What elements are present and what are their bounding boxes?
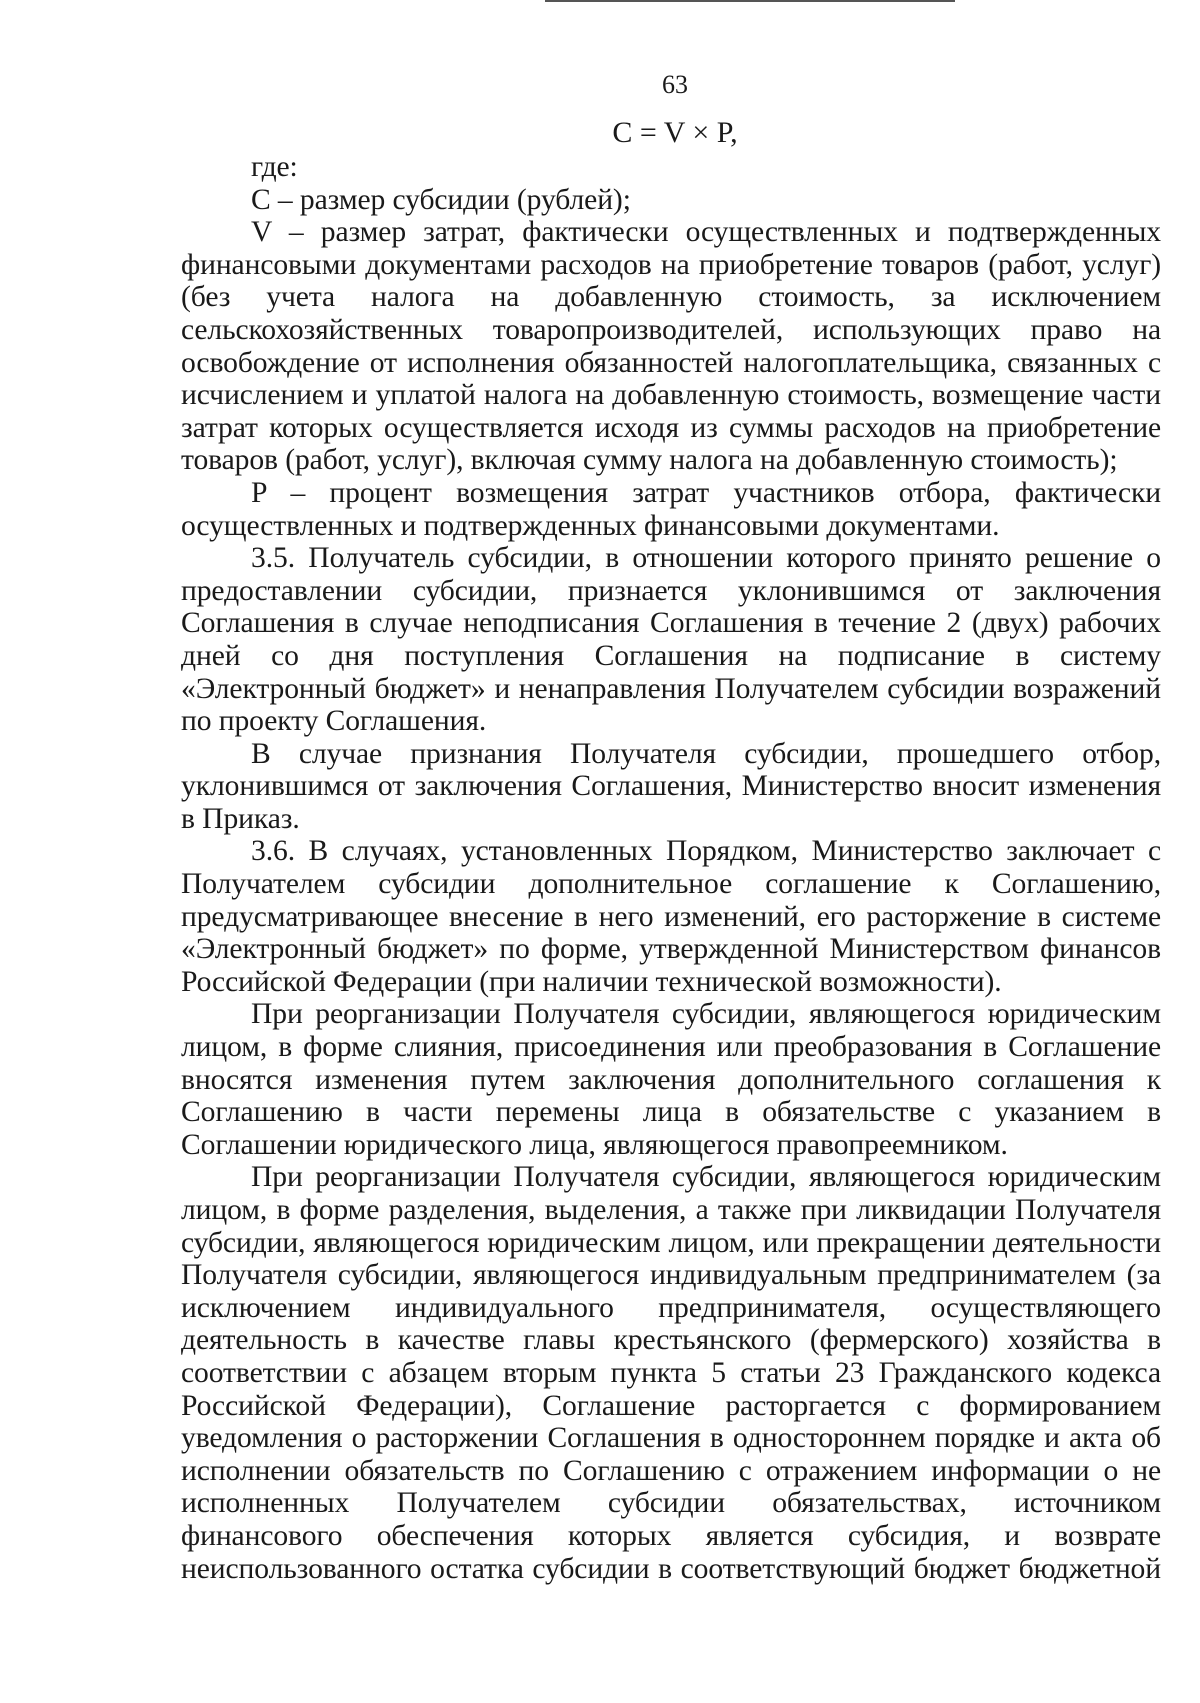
paragraph-c-definition: С – размер субсидии (рублей); xyxy=(251,183,631,216)
paragraph-reorganization-division: При реорганизации Получателя субсидии, являющегося юридическим лицом, в форме разделения, выделения, а также при ликвидации Получателя субсидии, являющегося юридическим лицом, или прекращении деятельности Получателя субсидии, являющегося индивидуальным предпринимателем (за исключением индивидуального предпринимателя, осуществляющего деятельность в качестве главы крестьянского (фермерского) хозяйства в соответствии с абзацем вторым пункта 5 статьи 23 Гражданского кодекса Российской Федерации), Соглашение расторгается с формированием уведомления о расторжении Соглашения в одностороннем порядке и акта об исполнении обязательств по Соглашению с отражением информации о не исполненных Получателем субсидии обязательствах, источником финансового обеспечения которых является субсидия, и возврате неиспользованного остатка субсидии в соответствующий бюджет бюджетной xyxy=(181,1161,1161,1585)
document-body xyxy=(181,151,1161,1585)
paragraph-reorganization-merger: При реорганизации Получателя субсидии, являющегося юридическим лицом, в форме слияния, присоединения или преобразования в Соглашение вносятся изменения путем заключения дополнительного соглашения к Соглашению в части перемены лица в обязательстве с указанием в Соглашении юридического лица, являющегося правопреемником. xyxy=(181,998,1161,1161)
paragraph-p-definition: P – процент возмещения затрат участников отбора, фактически осуществленных и подтвержденных финансовыми документами. xyxy=(181,476,1161,542)
scan-edge-line xyxy=(545,0,955,2)
paragraph-where: где: xyxy=(251,151,298,183)
subsidy-formula: C = V × P, xyxy=(612,116,738,149)
page-number: 63 xyxy=(662,70,688,99)
paragraph-3-5: 3.5. Получатель субсидии, в отношении которого принято решение о предоставлении субсидии, признается уклонившимся от заключения Соглашения в случае неподписания Соглашения в течение 2 (двух) рабочих дней со дня поступления Соглашения на подписание в систему «Электронный бюджет» и ненаправления Получателем субсидии возражений по проекту Соглашения. xyxy=(181,542,1161,738)
paragraph-3-6: 3.6. В случаях, установленных Порядком, Министерство заключает с Получателем субсидии дополнительное соглашение к Соглашению, предусматривающее внесение в него изменений, его расторжение в системе «Электронный бюджет» по форме, утвержденной Министерством финансов Российской Федерации (при наличии технической возможности). xyxy=(181,835,1161,998)
paragraph-v-definition: V – размер затрат, фактически осуществленных и подтвержденных финансовыми документами расходов на приобретение товаров (работ, услуг) (без учета налога на добавленную стоимость, за исключением сельскохозяйственных товаропроизводителей, использующих право на освобождение от исполнения обязанностей налогоплательщика, связанных с исчислением и уплатой налога на добавленную стоимость, возмещение части затрат которых осуществляется исходя из суммы расходов на приобретение товаров (работ, услуг), включая сумму налога на добавленную стоимость); xyxy=(181,216,1161,477)
paragraph-refusal-case: В случае признания Получателя субсидии, прошедшего отбор, уклонившимся от заключения Соглашения, Министерство вносит изменения в Приказ. xyxy=(181,737,1161,835)
